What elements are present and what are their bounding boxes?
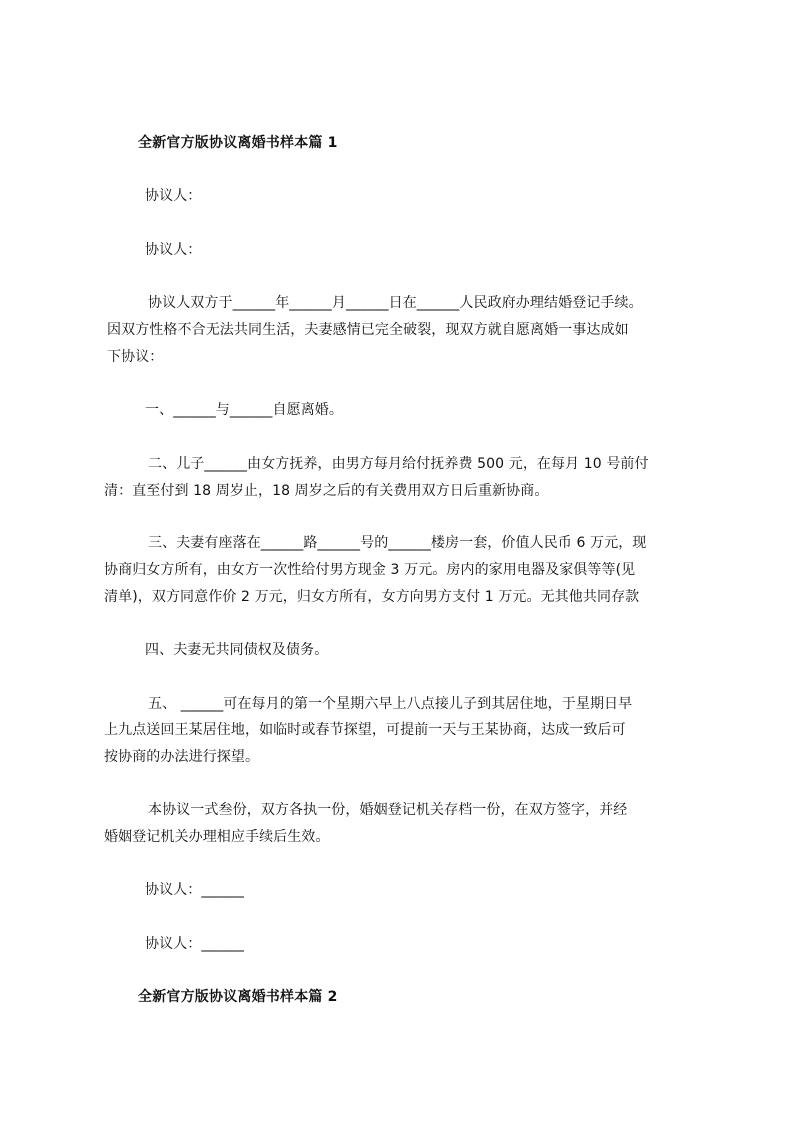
clause-1: 一、______与______自愿离婚。 bbox=[145, 402, 343, 418]
clause-5-line-1: 五、 ______可在每月的第一个星期六早上八点接儿子到其居住地，于星期日早 bbox=[148, 696, 633, 712]
clause-3-line-2: 协商归女方所有，由女方一次性给付男方现金 3 万元。房内的家用电器及家俱等等(见 bbox=[104, 562, 636, 578]
clause-4: 四、夫妻无共同债权及债务。 bbox=[145, 642, 329, 658]
intro-line-2: 因双方性格不合无法共同生活，夫妻感情已完全破裂，现双方就自愿离婚一事达成如 bbox=[107, 322, 629, 338]
party-a-label: 协议人： bbox=[145, 188, 202, 204]
clause-3-line-3: 清单)，双方同意作价 2 万元，归女方所有，女方向男方支付 1 万元。无其他共同存款 bbox=[104, 589, 640, 605]
closing-line-2: 婚姻登记机关办理相应手续后生效。 bbox=[104, 829, 330, 845]
clause-3-line-1: 三、夫妻有座落在______路______号的______楼房一套，价值人民币 6 万元，现 bbox=[148, 535, 647, 551]
document-title-1: 全新官方版协议离婚书样本篇 1 bbox=[138, 135, 338, 151]
clause-2-line-2: 清：直至付到 18 周岁止，18 周岁之后的有关费用双方日后重新协商。 bbox=[104, 483, 549, 499]
intro-line-1: 协议人双方于______年______月______日在______人民政府办理结婚登记手续。 bbox=[148, 295, 643, 311]
closing-line-1: 本协议一式叁份，双方各执一份，婚姻登记机关存档一份，在双方签字，并经 bbox=[148, 802, 628, 818]
clause-5-line-2: 上九点送回王某居住地，如临时或春节探望，可提前一天与王某协商，达成一致后可 bbox=[104, 722, 626, 738]
party-b-label: 协议人： bbox=[145, 242, 202, 258]
clause-2-line-1: 二、儿子______由女方抚养，由男方每月给付抚养费 500 元，在每月 10 号前付 bbox=[148, 456, 649, 472]
signature-party-b: 协议人：______ bbox=[145, 936, 244, 952]
clause-5-line-3: 按协商的办法进行探望。 bbox=[104, 749, 260, 765]
document-title-2: 全新官方版协议离婚书样本篇 2 bbox=[138, 989, 338, 1005]
intro-line-3: 下协议： bbox=[107, 349, 164, 365]
signature-party-a: 协议人：______ bbox=[145, 882, 244, 898]
